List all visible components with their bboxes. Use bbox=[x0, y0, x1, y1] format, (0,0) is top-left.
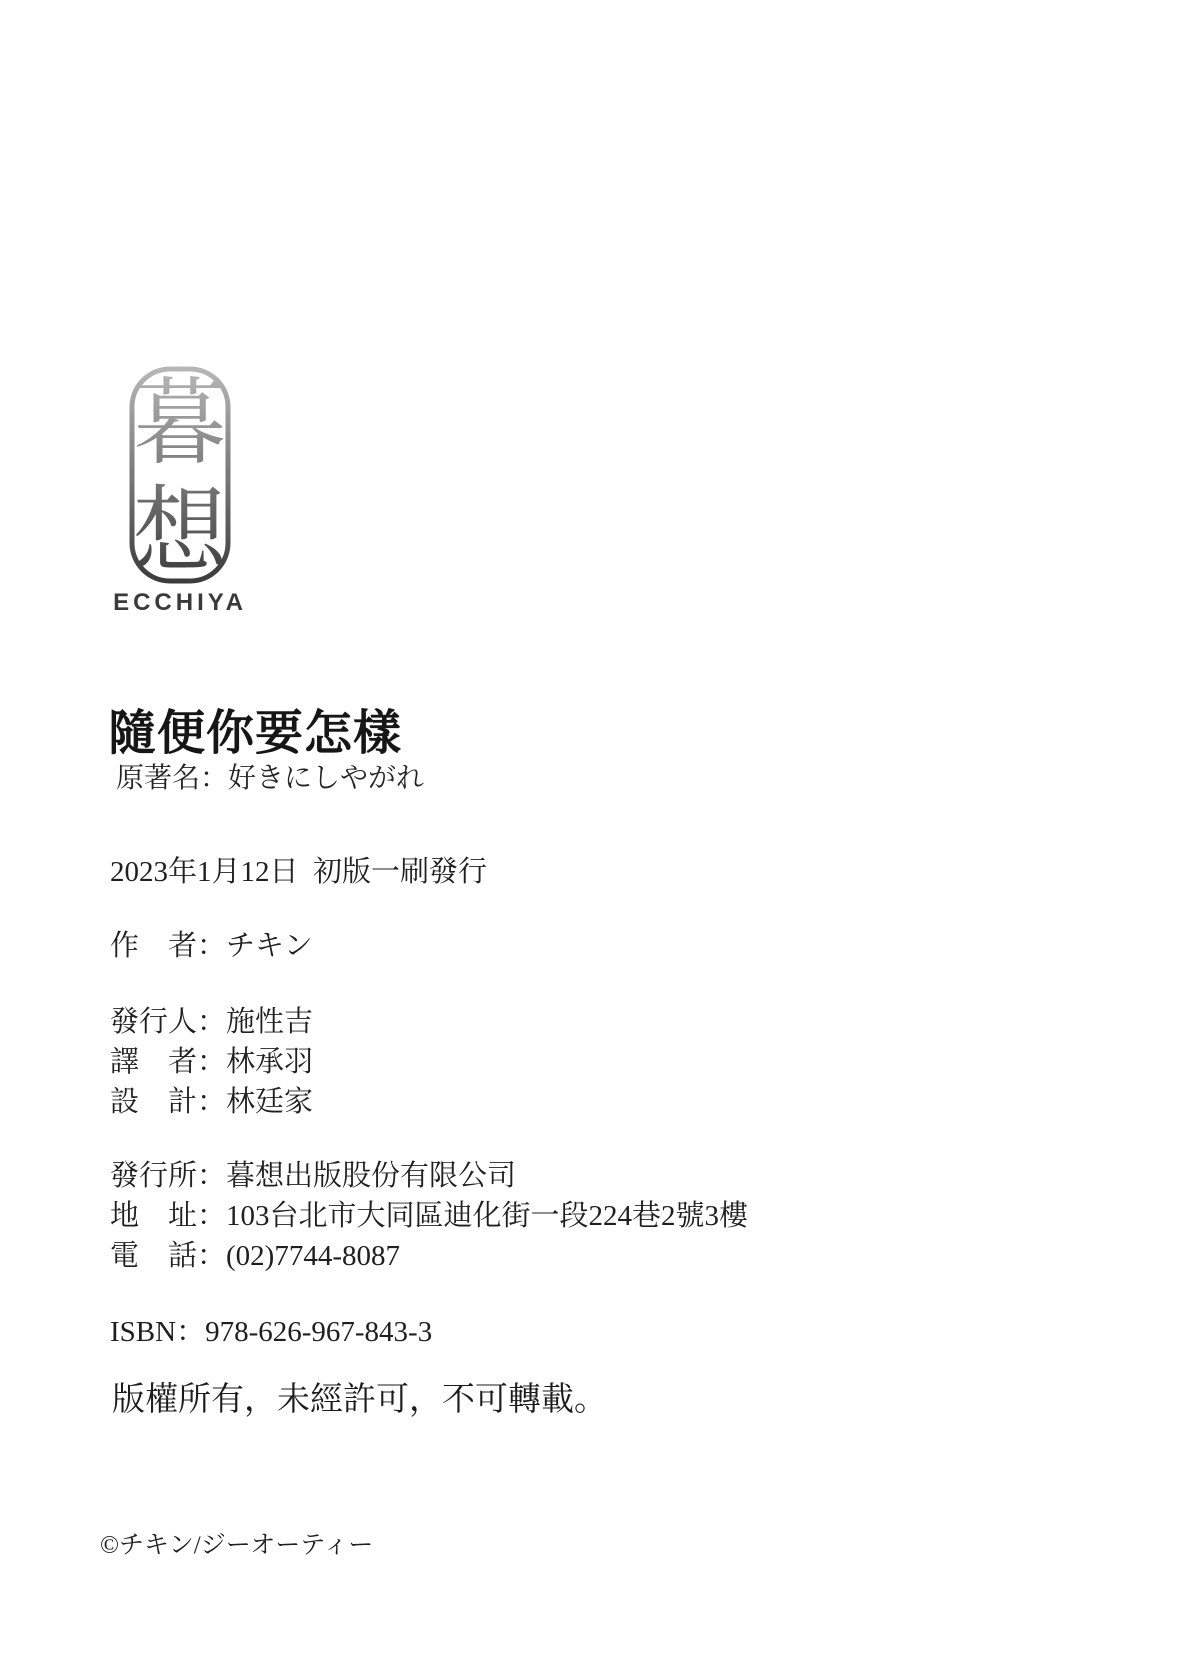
copyright-credit-line: ©チキン/ジーオーティー bbox=[100, 1532, 374, 1559]
translator-line bbox=[110, 1046, 313, 1079]
publisher-address-label: 地 址： bbox=[110, 1200, 227, 1232]
edition-date-line: 2023年1月12日 初版一刷發行 bbox=[110, 856, 488, 888]
publisher-person-label: 發行人： bbox=[110, 1006, 227, 1038]
author-value: チキン bbox=[226, 930, 313, 962]
publisher-office-line bbox=[110, 1160, 516, 1193]
seal-char-bottom: 想 bbox=[132, 480, 228, 584]
seal-char-top: 暮 bbox=[132, 372, 228, 476]
translator-value: 林承羽 bbox=[226, 1046, 314, 1078]
author-label: 作 者： bbox=[110, 930, 227, 962]
translator-label: 譯 者： bbox=[110, 1046, 227, 1078]
publisher-phone-line bbox=[110, 1240, 400, 1273]
publisher-office-value: 暮想出版股份有限公司 bbox=[226, 1160, 517, 1192]
designer-line bbox=[110, 1086, 313, 1119]
publisher-wordmark: ECCHIYA bbox=[113, 589, 247, 616]
publisher-office-label: 發行所： bbox=[110, 1160, 227, 1192]
publisher-address-line bbox=[110, 1200, 748, 1233]
isbn-value: 978-626-967-843-3 bbox=[205, 1316, 433, 1348]
publisher-phone-value: (02)7744-8087 bbox=[226, 1240, 400, 1272]
isbn-line bbox=[110, 1316, 432, 1349]
original-title-line: 原著名：好きにしやがれ bbox=[116, 763, 425, 794]
publisher-person-line bbox=[110, 1006, 313, 1039]
publisher-seal-icon bbox=[128, 365, 232, 585]
book-title: 隨便你要怎樣 bbox=[108, 707, 403, 760]
publisher-person-value: 施性吉 bbox=[226, 1006, 314, 1038]
designer-value: 林廷家 bbox=[226, 1086, 314, 1118]
author-line bbox=[110, 930, 313, 963]
isbn-label: ISBN： bbox=[110, 1316, 206, 1348]
publisher-logo bbox=[113, 365, 247, 616]
designer-label: 設 計： bbox=[110, 1086, 227, 1118]
publisher-address-value: 103台北市大同區迪化街一段224巷2號3樓 bbox=[226, 1200, 749, 1232]
publisher-phone-label: 電 話： bbox=[110, 1240, 227, 1272]
copyright-notice: 版權所有，未經許可，不可轉載。 bbox=[112, 1382, 607, 1418]
